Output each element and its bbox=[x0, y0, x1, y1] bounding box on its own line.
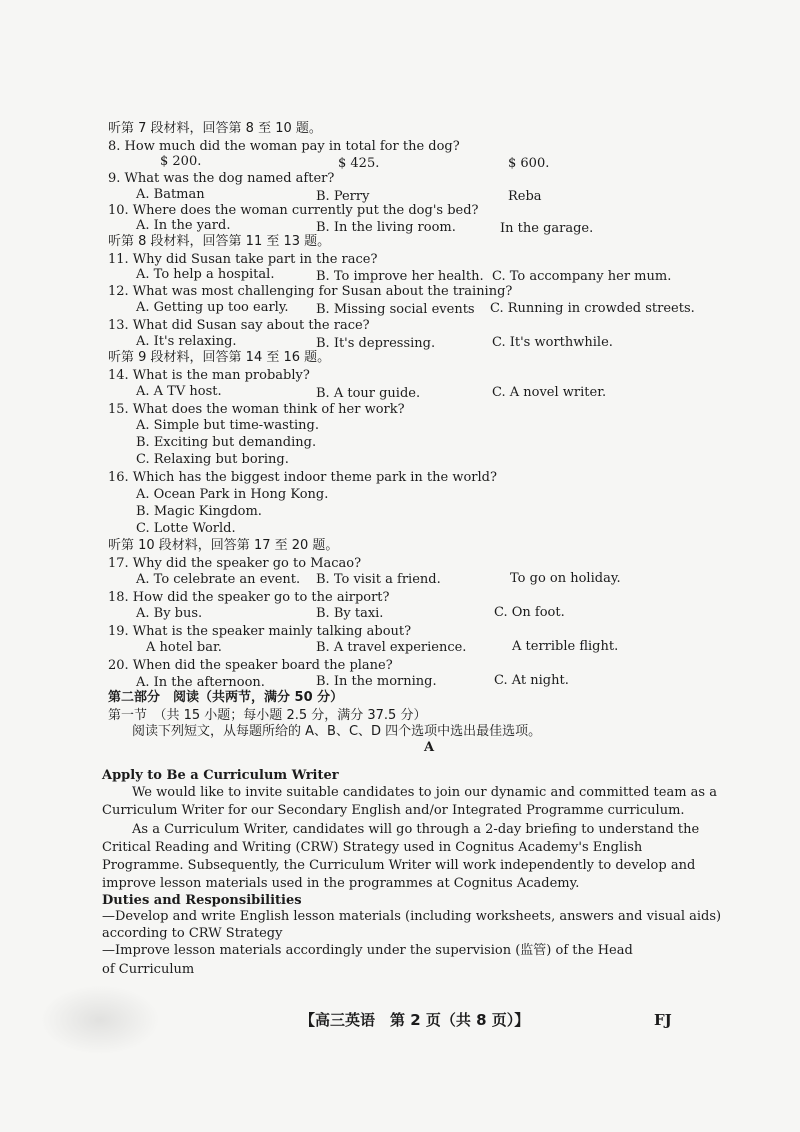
q17-option-b: B. To visit a friend. bbox=[316, 572, 441, 587]
duties-heading: Duties and Responsibilities bbox=[102, 893, 302, 908]
q19-option-c: A terrible flight. bbox=[512, 639, 619, 654]
q11-option-b: B. To improve her health. bbox=[316, 269, 484, 284]
passage-letter: A bbox=[424, 740, 435, 755]
question-15: 15. What does the woman think of her work? bbox=[108, 402, 405, 417]
passage-title: Apply to Be a Curriculum Writer bbox=[102, 768, 339, 783]
q14-option-b: B. A tour guide. bbox=[316, 386, 421, 401]
q12-option-a: A. Getting up too early. bbox=[136, 300, 289, 315]
q15-option-b: B. Exciting but demanding. bbox=[136, 435, 317, 450]
question-10: 10. Where does the woman currently put the dog's bed? bbox=[108, 203, 479, 218]
section-heading: 第一节 （共 15 小题；每小题 2.5 分，满分 37.5 分） bbox=[108, 708, 427, 723]
duty-1-line-2: according to CRW Strategy bbox=[102, 926, 283, 941]
q18-option-c: C. On foot. bbox=[494, 605, 565, 620]
duty-1-line-1: —Develop and write English lesson materials (including worksheets, answers and visual aids) bbox=[102, 909, 722, 924]
q17-option-c: To go on holiday. bbox=[510, 571, 621, 586]
q19-option-a: A hotel bar. bbox=[146, 640, 222, 655]
q9-option-a: A. Batman bbox=[136, 187, 205, 202]
q14-option-a: A. A TV host. bbox=[136, 384, 222, 399]
q20-option-a: A. In the afternoon. bbox=[136, 675, 265, 690]
question-16: 16. Which has the biggest indoor theme park in the world? bbox=[108, 470, 497, 485]
q20-option-c: C. At night. bbox=[494, 673, 569, 688]
q15-option-a: A. Simple but time-wasting. bbox=[136, 418, 319, 433]
section-heading-7: 听第 7 段材料，回答第 8 至 10 题。 bbox=[108, 121, 322, 136]
q10-option-b: B. In the living room. bbox=[316, 220, 456, 235]
q16-option-c: C. Lotte World. bbox=[136, 521, 236, 536]
paragraph-2-line-1: As a Curriculum Writer, candidates will go through a 2-day briefing to understand the bbox=[132, 822, 700, 837]
q16-option-b: B. Magic Kingdom. bbox=[136, 504, 262, 519]
duty-2-line-1: —Improve lesson materials accordingly under the supervision (监管) of the Head bbox=[102, 943, 633, 958]
q8-option-c: $ 600. bbox=[508, 156, 550, 171]
q15-option-c: C. Relaxing but boring. bbox=[136, 452, 289, 467]
q19-option-b: B. A travel experience. bbox=[316, 640, 467, 655]
part-heading: 第二部分 阅读（共两节，满分 50 分） bbox=[108, 690, 344, 705]
page-footer-label: 【高三英语 第 2 页（共 8 页）】 bbox=[300, 1011, 530, 1029]
paragraph-2-line-2: Critical Reading and Writing (CRW) Strategy used in Cognitus Academy's English bbox=[102, 840, 643, 855]
question-20: 20. When did the speaker board the plane? bbox=[108, 658, 393, 673]
q8-option-b: $ 425. bbox=[338, 156, 380, 171]
q9-option-b: B. Perry bbox=[316, 189, 370, 204]
q10-option-a: A. In the yard. bbox=[136, 218, 231, 233]
page-footer-code: FJ bbox=[654, 1011, 672, 1029]
q9-option-c: Reba bbox=[508, 189, 542, 204]
q11-option-a: A. To help a hospital. bbox=[136, 267, 275, 282]
question-11: 11. Why did Susan take part in the race? bbox=[108, 252, 378, 267]
instruction-text: 阅读下列短文，从每题所给的 A、B、C、D 四个选项中选出最佳选项。 bbox=[132, 724, 542, 739]
q18-option-a: A. By bus. bbox=[136, 606, 203, 621]
section-heading-9: 听第 9 段材料，回答第 14 至 16 题。 bbox=[108, 350, 331, 365]
paragraph-1-line-2: Curriculum Writer for our Secondary English and/or Integrated Programme curriculum. bbox=[102, 803, 685, 818]
q17-option-a: A. To celebrate an event. bbox=[136, 572, 301, 587]
q12-option-b: B. Missing social events bbox=[316, 302, 475, 317]
q11-option-c: C. To accompany her mum. bbox=[492, 269, 672, 284]
question-18: 18. How did the speaker go to the airport? bbox=[108, 590, 390, 605]
q10-option-c: In the garage. bbox=[500, 221, 594, 236]
paragraph-2-line-3: Programme. Subsequently, the Curriculum Writer will work independently to develop and bbox=[102, 858, 696, 873]
question-17: 17. Why did the speaker go to Macao? bbox=[108, 556, 362, 571]
q18-option-b: B. By taxi. bbox=[316, 606, 384, 621]
section-heading-8: 听第 8 段材料，回答第 11 至 13 题。 bbox=[108, 234, 331, 249]
q14-option-c: C. A novel writer. bbox=[492, 385, 607, 400]
q12-option-c: C. Running in crowded streets. bbox=[490, 301, 695, 316]
paragraph-1-line-1: We would like to invite suitable candidates to join our dynamic and committed team as a bbox=[132, 785, 717, 800]
question-14: 14. What is the man probably? bbox=[108, 368, 310, 383]
scan-smudge bbox=[40, 985, 160, 1055]
question-9: 9. What was the dog named after? bbox=[108, 171, 335, 186]
question-13: 13. What did Susan say about the race? bbox=[108, 318, 370, 333]
question-19: 19. What is the speaker mainly talking about? bbox=[108, 624, 412, 639]
section-heading-10: 听第 10 段材料，回答第 17 至 20 题。 bbox=[108, 538, 339, 553]
q20-option-b: B. In the morning. bbox=[316, 674, 437, 689]
q13-option-a: A. It's relaxing. bbox=[136, 334, 237, 349]
q13-option-b: B. It's depressing. bbox=[316, 336, 436, 351]
question-8: 8. How much did the woman pay in total for the dog? bbox=[108, 139, 460, 154]
duty-2-line-2: of Curriculum bbox=[102, 962, 195, 977]
q8-option-a: $ 200. bbox=[160, 154, 202, 169]
paragraph-2-line-4: improve lesson materials used in the programmes at Cognitus Academy. bbox=[102, 876, 580, 891]
q13-option-c: C. It's worthwhile. bbox=[492, 335, 613, 350]
q16-option-a: A. Ocean Park in Hong Kong. bbox=[136, 487, 329, 502]
question-12: 12. What was most challenging for Susan about the training? bbox=[108, 284, 513, 299]
